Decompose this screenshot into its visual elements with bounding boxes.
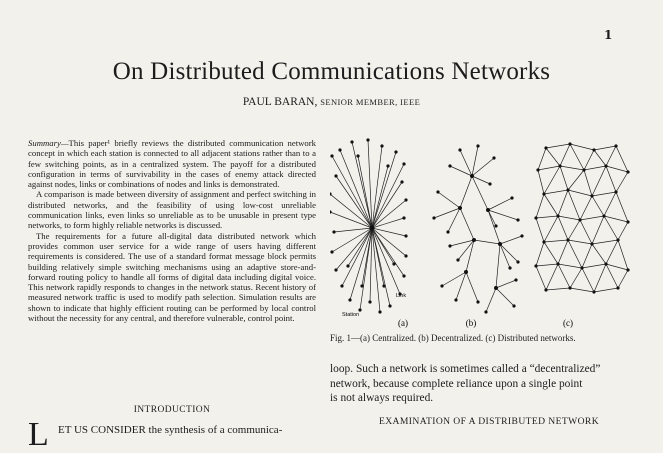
network-link bbox=[568, 220, 580, 240]
page-number: 1 bbox=[604, 28, 613, 42]
network-node bbox=[392, 262, 395, 265]
network-link bbox=[568, 190, 592, 196]
network-node bbox=[592, 290, 595, 293]
network-link bbox=[488, 210, 500, 244]
network-link bbox=[372, 152, 396, 228]
network-node bbox=[448, 244, 451, 247]
network-node bbox=[484, 310, 487, 313]
network-node bbox=[558, 164, 561, 167]
network-node bbox=[626, 170, 629, 173]
network-link bbox=[606, 240, 618, 264]
network-node bbox=[470, 174, 474, 178]
network-node bbox=[346, 264, 349, 267]
network-node bbox=[378, 310, 381, 313]
network-link bbox=[546, 144, 570, 148]
summary-text-1: This paper¹ briefly reviews the distributed communication network concept in which each station is connected to all adjacent stations rather than to a few switching points, as in a centralized system. The payoff for a distributed configuration in terms of survivability in the cases of enemy attack directed against nodes, links or combinations of nodes and links is demonstrated. bbox=[28, 138, 316, 190]
network-link bbox=[496, 244, 500, 288]
network-link bbox=[546, 264, 558, 290]
network-link bbox=[582, 244, 592, 268]
network-node bbox=[436, 190, 439, 193]
network-node bbox=[394, 150, 397, 153]
network-node bbox=[520, 234, 523, 237]
network-node bbox=[614, 190, 617, 193]
network-node bbox=[510, 196, 513, 199]
network-link bbox=[544, 216, 558, 242]
network-node bbox=[544, 288, 547, 291]
right-line-2: network, because complete reliance upon a single point bbox=[330, 377, 583, 390]
network-link bbox=[546, 148, 560, 166]
network-node bbox=[556, 262, 559, 265]
network-node bbox=[542, 192, 545, 195]
network-link bbox=[616, 172, 628, 192]
network-node bbox=[340, 284, 343, 287]
network-link bbox=[558, 264, 570, 288]
network-node bbox=[516, 260, 519, 263]
network-link bbox=[592, 216, 604, 244]
network-link bbox=[558, 216, 580, 220]
network-link bbox=[618, 222, 628, 240]
network-link bbox=[460, 176, 472, 208]
network-node bbox=[456, 258, 459, 261]
network-link bbox=[330, 194, 372, 228]
introduction-first-line: ET US CONSIDER the synthesis of a communica- bbox=[58, 424, 283, 436]
network-node bbox=[492, 156, 495, 159]
network-link bbox=[558, 240, 568, 264]
network-node bbox=[402, 274, 405, 277]
network-node bbox=[402, 162, 405, 165]
network-node bbox=[330, 154, 333, 157]
right-line-3: is not always required. bbox=[330, 392, 434, 404]
network-link bbox=[500, 236, 522, 244]
network-link bbox=[372, 228, 394, 264]
abstract bbox=[28, 138, 316, 323]
network-link bbox=[580, 196, 592, 220]
network-link bbox=[618, 270, 628, 288]
network-link bbox=[372, 200, 406, 228]
network-link bbox=[570, 268, 582, 288]
network-node bbox=[334, 268, 337, 271]
network-node bbox=[404, 198, 407, 201]
network-node bbox=[536, 168, 539, 171]
network-node bbox=[446, 230, 449, 233]
network-link bbox=[536, 218, 544, 242]
drop-cap: L bbox=[28, 416, 49, 453]
network-link bbox=[570, 288, 594, 292]
network-link bbox=[372, 218, 404, 228]
network-node bbox=[590, 242, 593, 245]
network-link bbox=[460, 208, 474, 240]
network-link bbox=[582, 268, 594, 292]
network-link bbox=[500, 244, 510, 268]
network-node bbox=[356, 154, 359, 157]
network-node bbox=[616, 238, 619, 241]
network-node bbox=[512, 304, 515, 307]
network-link bbox=[536, 242, 544, 266]
network-node bbox=[382, 284, 385, 287]
network-node bbox=[602, 214, 605, 217]
network-link bbox=[460, 150, 472, 176]
network-node bbox=[544, 146, 547, 149]
network-node bbox=[370, 226, 375, 231]
network-link bbox=[570, 144, 594, 150]
network-node bbox=[514, 278, 517, 281]
network-link bbox=[604, 216, 628, 222]
network-node bbox=[404, 254, 407, 257]
network-link bbox=[606, 264, 628, 270]
network-node bbox=[350, 140, 353, 143]
network-link bbox=[488, 198, 512, 210]
network-node bbox=[494, 286, 498, 290]
network-link bbox=[500, 244, 518, 262]
network-link bbox=[496, 288, 514, 306]
network-link bbox=[580, 216, 604, 220]
network-link bbox=[568, 170, 584, 190]
summary-paragraph-2: A comparison is made between diversity of assignment and perfect switching in distributed networks, and the feasibility of using low-cost unreliable communication links, even links so unreliable as to be unusable in present type networks, to form highly reliable networks is discussed. bbox=[28, 189, 316, 231]
author-title: SENIOR MEMBER, IEEE bbox=[320, 97, 421, 107]
network-topology-figure bbox=[330, 136, 640, 336]
network-link bbox=[584, 170, 592, 196]
network-link bbox=[558, 264, 582, 268]
network-node bbox=[626, 220, 629, 223]
network-node bbox=[464, 270, 468, 274]
network-link bbox=[486, 288, 496, 312]
summary-paragraph-1 bbox=[28, 138, 316, 189]
network-node bbox=[330, 250, 333, 253]
network-node bbox=[592, 148, 595, 151]
network-node bbox=[568, 142, 571, 145]
network-link bbox=[560, 144, 570, 166]
right-line-1: loop. Such a network is sometimes called a “decentralized” bbox=[330, 363, 601, 375]
network-node bbox=[578, 218, 581, 221]
network-link bbox=[592, 240, 618, 244]
network-node bbox=[448, 164, 451, 167]
network-node bbox=[568, 286, 571, 289]
network-node bbox=[400, 180, 403, 183]
network-link bbox=[546, 288, 570, 290]
network-node bbox=[440, 284, 443, 287]
network-node bbox=[330, 210, 332, 213]
centralized-network-diagram bbox=[330, 138, 408, 313]
network-link bbox=[606, 166, 616, 192]
network-node bbox=[458, 206, 462, 210]
network-node bbox=[432, 216, 435, 219]
network-link bbox=[560, 166, 568, 190]
network-link bbox=[604, 216, 618, 240]
network-node bbox=[542, 240, 545, 243]
network-link bbox=[332, 156, 372, 228]
network-link bbox=[474, 240, 500, 244]
network-node bbox=[494, 224, 497, 227]
network-node bbox=[368, 300, 371, 303]
network-link bbox=[592, 166, 606, 196]
network-node bbox=[534, 264, 537, 267]
network-link bbox=[558, 190, 568, 216]
introduction-heading: INTRODUCTION bbox=[133, 405, 211, 415]
network-link bbox=[560, 166, 584, 170]
network-link bbox=[594, 150, 606, 166]
network-node bbox=[508, 266, 511, 269]
network-link bbox=[584, 150, 594, 170]
network-node bbox=[334, 174, 337, 177]
right-column-text bbox=[330, 362, 648, 406]
network-link bbox=[450, 166, 472, 176]
network-link bbox=[604, 192, 616, 216]
figure-caption: Fig. 1—(a) Centralized. (b) Decentralized. (c) Distributed networks. bbox=[330, 333, 576, 343]
network-link bbox=[584, 166, 606, 170]
network-link bbox=[496, 280, 516, 288]
label-c: (c) bbox=[563, 318, 573, 328]
network-link bbox=[372, 146, 382, 228]
network-link bbox=[592, 196, 604, 216]
network-link bbox=[372, 228, 380, 312]
network-node bbox=[338, 148, 341, 151]
network-node bbox=[348, 298, 351, 301]
network-link bbox=[438, 192, 460, 208]
network-node bbox=[332, 230, 335, 233]
network-link bbox=[570, 144, 584, 170]
network-link bbox=[358, 156, 372, 228]
network-link bbox=[568, 240, 582, 268]
network-node bbox=[614, 144, 617, 147]
label-b: (b) bbox=[465, 318, 477, 328]
distributed-network-diagram bbox=[534, 142, 629, 293]
network-node bbox=[580, 266, 583, 269]
network-link bbox=[456, 272, 466, 300]
network-link bbox=[372, 228, 400, 294]
label-a: (a) bbox=[398, 318, 408, 328]
network-link bbox=[544, 242, 558, 264]
network-node bbox=[458, 148, 461, 151]
network-node bbox=[590, 194, 593, 197]
network-node bbox=[516, 218, 519, 221]
network-link bbox=[536, 194, 544, 218]
network-link bbox=[538, 166, 560, 170]
network-link bbox=[568, 240, 592, 244]
network-link bbox=[544, 194, 558, 216]
network-link bbox=[594, 264, 606, 292]
network-link bbox=[592, 244, 606, 264]
network-node bbox=[534, 216, 537, 219]
byline bbox=[0, 96, 663, 108]
network-link bbox=[558, 216, 568, 240]
station-label: Station bbox=[342, 312, 360, 318]
network-link bbox=[582, 264, 606, 268]
network-node bbox=[616, 286, 619, 289]
network-node bbox=[404, 234, 407, 237]
network-node bbox=[380, 144, 383, 147]
network-node bbox=[402, 216, 405, 219]
section-heading-distributed: EXAMINATION OF A DISTRIBUTED NETWORK bbox=[378, 416, 600, 427]
network-node bbox=[388, 304, 391, 307]
network-link bbox=[544, 240, 568, 242]
network-node bbox=[472, 238, 476, 242]
network-link bbox=[330, 212, 372, 228]
network-node bbox=[476, 300, 479, 303]
network-link bbox=[606, 146, 616, 166]
network-link bbox=[594, 146, 616, 150]
network-link bbox=[580, 220, 592, 244]
network-link bbox=[536, 264, 558, 266]
network-node bbox=[626, 268, 629, 271]
network-link bbox=[616, 146, 628, 172]
network-link bbox=[618, 240, 628, 270]
network-link bbox=[536, 266, 546, 290]
network-node bbox=[366, 138, 369, 141]
network-link bbox=[544, 166, 560, 194]
network-link bbox=[536, 216, 558, 218]
decentralized-network-diagram bbox=[432, 144, 523, 313]
network-link bbox=[442, 272, 466, 286]
network-link bbox=[472, 176, 490, 184]
network-node bbox=[582, 168, 585, 171]
network-node bbox=[488, 182, 491, 185]
network-link bbox=[450, 240, 474, 246]
network-link bbox=[568, 190, 580, 220]
paper-title: On Distributed Communications Networks bbox=[112, 58, 551, 85]
author-name: PAUL BARAN, bbox=[242, 96, 318, 108]
network-link bbox=[606, 166, 628, 172]
summary-label: Summary— bbox=[28, 138, 69, 148]
network-node bbox=[604, 262, 607, 265]
network-link bbox=[466, 272, 478, 302]
network-node bbox=[476, 144, 479, 147]
network-node bbox=[498, 242, 502, 246]
network-node bbox=[556, 214, 559, 217]
network-node bbox=[386, 164, 389, 167]
network-link bbox=[606, 264, 618, 288]
summary-paragraph-3: The requirements for a future all-digital data distributed network which provides common user service for a wide range of users having different requirements is considered. The use of a standard format message block permits building relatively simple switching mechanisms using an adaptive store-and-forward routing policy to handle all forms of digital data including digital voice. This network rapidly responds to changes in the network status. Recent history of measured network traffic is used to modify path selection. Simulation results are shown to indicate that highly efficient routing can be performed by local control without the necessity for any central, and therefore vulnerable, control point. bbox=[28, 230, 316, 324]
network-link bbox=[372, 166, 388, 228]
network-node bbox=[360, 284, 363, 287]
network-link bbox=[538, 170, 544, 194]
network-link bbox=[592, 192, 616, 196]
network-node bbox=[454, 298, 457, 301]
link-label: Link bbox=[396, 293, 407, 299]
network-node bbox=[566, 188, 569, 191]
network-link bbox=[616, 192, 628, 222]
network-link bbox=[594, 288, 618, 292]
network-link bbox=[538, 148, 546, 170]
network-node bbox=[486, 208, 490, 212]
network-node bbox=[604, 164, 607, 167]
network-link bbox=[472, 176, 488, 210]
network-link bbox=[372, 164, 404, 228]
network-link bbox=[544, 190, 568, 194]
network-node bbox=[566, 238, 569, 241]
